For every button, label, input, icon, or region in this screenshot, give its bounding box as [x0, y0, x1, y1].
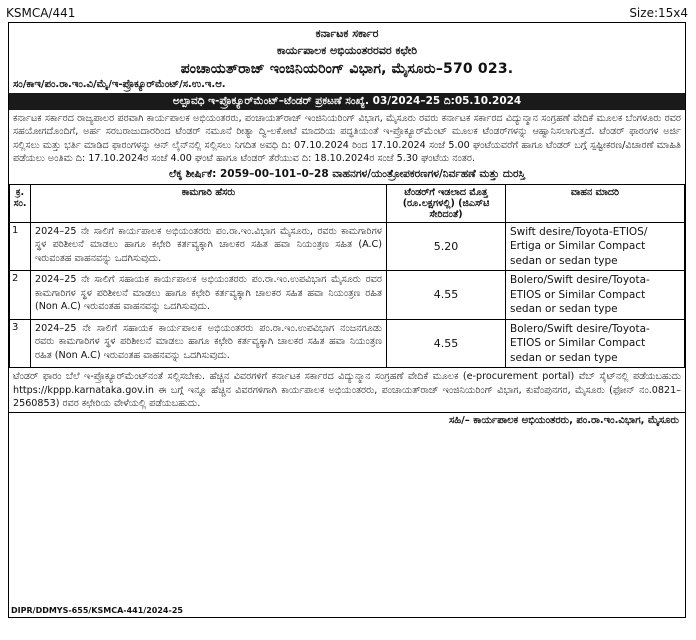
tender-amount: 4.55 [387, 271, 506, 320]
table-row [10, 319, 685, 368]
vehicle-type: Bolero/Swift desire/Toyota-ETIOS or Similar Compact sedan or sedan type [506, 271, 685, 320]
tender-amount: 5.20 [387, 222, 506, 271]
row-number: 2 [10, 271, 31, 320]
col-header-vehicle: ವಾಹನ ಮಾದರಿ [506, 184, 685, 222]
col-header-no: ಕ್ರ. ಸಂ. [10, 184, 31, 222]
govt-title: ಕರ್ನಾಟಕ ಸರ್ಕಾರ [315, 27, 379, 40]
office-title: ಕಾರ್ಯಪಾಲಕ ಅಭಿಯಂತರರವರ ಕಛೇರಿ [276, 44, 418, 57]
vehicle-type: Bolero/Swift desire/Toyota-ETIOS or Similar Compact sedan or sedan type [506, 319, 685, 368]
top-line [6, 6, 688, 20]
advertisement-frame [8, 22, 686, 618]
work-name: 2024–25 ನೇ ಸಾಲಿಗೆ ಕಾರ್ಯಪಾಲಕ ಅಭಿಯಂತರರು ಪಂ.ರಾ.ಇಂ.ವಿಭಾಗ ಮೈಸೂರು, ರವರು ಕಾಮಗಾರಿಗಳ ಸ್ಥಳ ಪರಿಶೀಲನೆ ಮಾಡಲು ಹಾಗೂ ಕಛೇರಿ ಕರ್ತವ್ಯಕ್ಕಾಗಿ ಚಾಲಕರ ಸಹಿತ ಹವಾ ನಿಯಂತ್ರಣ ಸಹಿತ (A.C) ಇರುವಂತಹ ವಾಹನವನ್ನು ಒದಗಿಸುವುದು. [31, 222, 387, 271]
department-title: ಪಂಚಾಯತ್‌ರಾಜ್ ಇಂಜಿನಿಯರಿಂಗ್ ವಿಭಾಗ, ಮೈಸೂರು–570 023. [180, 61, 514, 77]
body-text: ಕರ್ನಾಟಕ ಸರ್ಕಾರದ ರಾಜ್ಯಪಾಲರ ಪರವಾಗಿ ಕಾರ್ಯಪಾಲಕ ಅಭಿಯಂತರರು, ಪಂಚಾಯತ್‌ರಾಜ್ ಇಂಜಿನಿಯರಿಂಗ್ ವಿಭಾಗ, ಮೈಸೂರು ರವರು ಕರ್ನಾಟಕ ಸರ್ಕಾರದ ವಿದ್ಯುನ್ಮಾನ ಸಂಗ್ರಹಣೆ ವೇದಿಕೆ ಮೂಲಕ ಬೆಂಗಳೂರು ರವರ ಸಹಯೋಗದೊಂದಿಗೆ, ಅರ್ಹ ಸರಬರಾಜುದಾರರಿಂದ ಟೆಂಡರ್ ನಮೂನೆ ರೀತ್ಯಾ ದ್ವಿ-ಲಕೋಟೆ ಮಾದರಿಯ ಪದ್ಧತಿಯಂತೆ ಇ-ಪ್ರೊಕ್ಯೂರ್‌ಮೆಂಟ್ ಮೂಲಕ ಟೆಂಡರ್‌ಗಳನ್ನು ಆಹ್ವಾನಿಸಲಾಗುತ್ತದೆ. ಟೆಂಡರ್ ಫಾರಂಗಳ ಅರ್ಜಿ ಸಲ್ಲಿಸಲು ಮತ್ತು ಭರ್ತಿ ಮಾಡಿದ ಫಾರಂಗಳನ್ನು ಆನ್ ಲೈನ್‌ನಲ್ಲಿ ಸಲ್ಲಿಸಲು ನಿಗದಿತ ಅವಧಿ ದಿ: 07.10.2024 ರಿಂದ 17.10.2024 ಸಂಜೆ 5.00 ಘಂಟೆಯವರೆಗೆ ಹಾಗೂ ಟೆಂಡರ್ ಬಗ್ಗೆ ಸ್ಪಷ್ಟೀಕರಣ/ವಿಚಾರಣೆ ಮಾಹಿತಿ ಪಡೆಯಲು ಅಂತಿಮ ದಿ: 17.10.2024ರ ಸಂಜೆ 4.00 ಘಂಟೆ ಹಾಗೂ ಟೆಂಡರ್ ತೆರೆಯುವ ದಿ: 18.10.2024ರ ಸಂಜೆ 5.30 ಘಂಟೆಯ ನಂತರ. [13, 113, 681, 165]
ref-code: KSMCA/441 [6, 6, 76, 20]
dipr-code: DIPR/DDMYS-655/KSMCA-441/2024-25 [11, 606, 183, 615]
size-label: Size:15x4 [629, 6, 688, 20]
tender-amount: 4.55 [387, 319, 506, 368]
table-row [10, 222, 685, 271]
row-number: 3 [10, 319, 31, 368]
work-name: 2024–25 ನೇ ಸಾಲಿಗೆ ಸಹಾಯಕ ಕಾರ್ಯಪಾಲಕ ಅಭಿಯಂತರರು ಪಂ.ರಾ.ಇಂ.ಉಪವಿಭಾಗ ಮೈಸೂರು ರವರ ಕಾಮಗಾರಿಗಳ ಸ್ಥಳ ಪರಿಶೀಲನೆ ಮಾಡಲು ಹಾಗೂ ಕಛೇರಿ ಕರ್ತವ್ಯಕ್ಕಾಗಿ ಚಾಲಕರ ಸಹಿತ ಹವಾ ನಿಯಂತ್ರಣ ರಹಿತ (Non A.C) ಇರುವಂತಹ ವಾಹನವನ್ನು ಒದಗಿಸುವುದು. [31, 271, 387, 320]
vehicle-type: Swift desire/Toyota-ETIOS/ Ertiga or Similar Compact sedan or sedan type [506, 222, 685, 271]
footer-text: ಟೆಂಡರ್ ಫಾರಂ ಬೆಲೆ ಇ-ಪ್ರೊಕ್ಯೂರ್‌ಮೆಂಟ್‌ನಂತೆ ಸಲ್ಲಿಸಬೇಕು. ಹೆಚ್ಚಿನ ವಿವರಗಳಿಗೆ ಕರ್ನಾಟಕ ಸರ್ಕಾರದ ವಿದ್ಯುನ್ಮಾನ ಸಂಗ್ರಹಣೆ ವೇದಿಕೆ ಮೂಲಕ (e-procurement portal) ವೆಬ್ ಸೈಟ್‌ನಲ್ಲಿ ಪಡೆಯಬಹುದು https://kppp.karnataka.gov.in ಈ ಬಗ್ಗೆ ಇನ್ನೂ ಹೆಚ್ಚಿನ ವಿವರಗಳಿಗಾಗಿ ಕಾರ್ಯಪಾಲಕ ಅಭಿಯಂತರರು, ಪಂಚಾಯತ್‌ರಾಜ್ ಇಂಜಿನಿಯರಿಂಗ್ ವಿಭಾಗ, ಕುವೆಂಪುನಗರ, ಮೈಸೂರು (ಫೋನ್ ನಂ.0821–2560853) ರವರ ಕಛೇರಿಯ ವೇಳೆಯಲ್ಲಿ ಪಡೆಯಬಹುದು. [13, 371, 681, 409]
col-header-amount: ಟೆಂಡರ್‌ಗೆ ಇಡಲಾದ ಮೊತ್ತ (ರೂ.ಲಕ್ಷಗಳಲ್ಲಿ) (ಜಿಎಸ್‌ಟಿ ಸೇರಿದಂತೆ) [387, 184, 506, 222]
notice-bar: ಅಲ್ಪಾವಧಿ ಇ-ಪ್ರೊಕ್ಯೂರ್‌ಮೆಂಟ್–ಟೆಂಡರ್ ಪ್ರಕಟಣೆ ಸಂಖ್ಯೆ. 03/2024–25 ದಿ:05.10.2024 [9, 93, 685, 110]
tender-table [9, 184, 685, 369]
table-row [10, 271, 685, 320]
office-reference: ಸಂ/ಕಾಇ/ಪಂ.ರಾ.ಇಂ.ವಿ/ಮೈ/ಇ-ಪ್ರೊಕ್ಯೂರ್‌ಮೆಂಟ್/ಸ.ಉ.ಇ.ಆ. [13, 79, 226, 90]
signature: ಸಹಿ/– ಕಾರ್ಯಪಾಲಕ ಅಭಿಯಂತರರು, ಪಂ.ರಾ.ಇಂ.ವಿಭಾಗ, ಮೈಸೂರು [448, 415, 679, 427]
head-of-account: ಲೆಕ್ಕ ಶೀರ್ಷಿಕೆ: 2059–00–101–0–28 ವಾಹನಗಳ/ಯಂತ್ರೋಪಕರಣಗಳ/ನಿರ್ವಹಣೆ ಮತ್ತು ದುರಸ್ತಿ [169, 167, 525, 180]
table-header-row [10, 184, 685, 222]
work-name: 2024–25 ನೇ ಸಾಲಿಗೆ ಸಹಾಯಕ ಕಾರ್ಯಪಾಲಕ ಅಭಿಯಂತರರು ಪಂ.ರಾ.ಇಂ.ಉಪವಿಭಾಗ ನಂಜನಗೂಡು ರವರು ಕಾಮಗಾರಿಗಳ ಸ್ಥಳ ಪರಿಶೀಲನೆ ಮಾಡಲು ಹಾಗೂ ಕಛೇರಿ ಕರ್ತವ್ಯಕ್ಕಾಗಿ ಚಾಲಕರ ಸಹಿತ ಹವಾ ನಿಯಂತ್ರಣ ರಹಿತ (Non A.C) ಇರುವಂತಹ ವಾಹನವನ್ನು ಒದಗಿಸುವುದು. [31, 319, 387, 368]
row-number: 1 [10, 222, 31, 271]
col-header-work: ಕಾಮಗಾರಿ ಹೆಸರು [31, 184, 387, 222]
